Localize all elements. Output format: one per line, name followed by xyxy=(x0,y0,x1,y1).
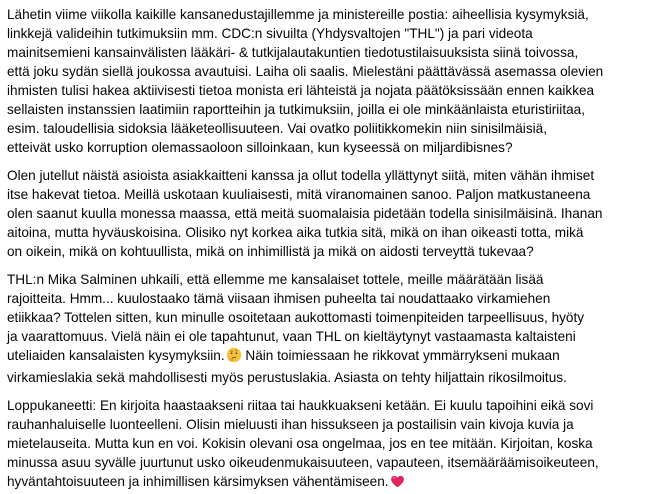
paragraph-3 xyxy=(7,270,659,387)
text-line: olen saanut kuulla monessa maassa, että meitä suomalaisia pidetään todella sinisilmäisinä. Ihanan xyxy=(7,206,603,221)
thinking-face-icon xyxy=(226,347,242,368)
text-segment: Näin toimiessaan he rikkovat ymmärrykseni mukaan xyxy=(241,348,560,363)
text-line: Lähetin viime viikolla kaikille kansanedustajillemme ja ministereille postia: aiheellisia kysymyksiä, xyxy=(7,7,589,22)
text-line: ihmisten tulisi hakea aktiivisesti tietoa monista eri lähteistä ja nojata päätöksissään ennen kaikkea xyxy=(7,83,595,98)
text-line: itse hakevat tietoa. Meillä uskotaan kuuliaisesti, mitä viranomainen sanoo. Paljon matkustaneena xyxy=(7,187,591,202)
text-line: linkkejä valideihin tutkimuksiin mm. CDC:n sivuilta (Yhdysvaltojen "THL") ja pari videota xyxy=(7,26,533,41)
text-segment: uteliaiden kansalaisten kysymyksiin. xyxy=(7,348,225,363)
text-line: on oikein, mikä on kohtuullista, mikä on inhimillistä ja mikä on aidosti terveyttä tukevaa? xyxy=(7,244,534,259)
text-line: minussa asuu syvälle juurtunut usko oikeudenmukaisuuteen, vapauteen, itsemääräämisoikeuteen, xyxy=(7,455,599,470)
text-line: etiikkaa? Tottelen sitten, kun minulle osoitetaan aukottomasti toimenpiteiden tarpeellisuus, hyöty xyxy=(7,310,585,325)
paragraph-4 xyxy=(7,396,659,494)
text-line-with-emoji xyxy=(7,346,659,368)
text-line: Olen jutellut näistä asioista asiakkaitteni kanssa ja ollut todella yllättynyt siitä, miten vähän ihmiset xyxy=(7,168,595,183)
text-line: rauhanhaluiselle luonteelleni. Olisin mieluusti ihan hissukseen ja postailisin vain kivoja kuvia ja xyxy=(7,417,574,432)
text-line: virkamieslakia sekä mahdollisesti myös perustuslakia. Asiasta on tehty hiljattain rikosilmoitus. xyxy=(7,370,567,385)
text-line-with-emoji xyxy=(7,472,659,494)
paragraph-1 xyxy=(7,5,659,157)
text-line: mietelauseita. Mutta kun en voi. Kokisin olevani osa ongelmaa, jos en tee mitään. Kirjoitan, koska xyxy=(7,436,593,451)
paragraph-2 xyxy=(7,166,659,261)
text-line: etteivät usko korruption olemassaoloon silloinkaan, kun kyseessä on miljardibisnes? xyxy=(7,140,513,155)
text-line: mainitsemieni kansainvälisten lääkäri- & tutkijalautakuntien tiedotustilaisuuksista siinä toivossa, xyxy=(7,45,579,60)
text-line: sellaisten instanssien laatimiin raportteihin ja tutkimuksiin, joilla ei ole minkäänlaista eturistiriitaa, xyxy=(7,102,585,117)
text-line: rajoitteita. Hmm... kuulostaako tämä viisaan ihmisen puheelta tai noudattaako virkamiehen xyxy=(7,291,551,306)
red-heart-icon xyxy=(390,474,405,494)
text-line: THL:n Mika Salminen uhkaili, että ellemme me kansalaiset tottele, meille määrätään lisää xyxy=(7,272,544,287)
text-line: että joku sydän siellä joukossa avautuisi. Laiha oli saalis. Mielestäni päättävässä asemassa olevien xyxy=(7,64,604,79)
text-line: Loppukaneetti: En kirjoita haastaakseni riitaa tai haukkuakseni ketään. Ei kuulu tapoihini eikä sovi xyxy=(7,398,594,413)
text-segment: hyväntahtoisuuteen ja inhimillisen kärsimyksen vähentämiseen. xyxy=(7,474,389,489)
text-line: ja vaarattomuus. Vielä näin ei ole tapahtunut, vaan THL on kieltäytynyt vastaamasta kaltaisteni xyxy=(7,329,576,344)
text-line: esim. taloudellisia sidoksia lääketeollisuuteen. Vai ovatko poliitikkomekin niin sinisilmäisiä, xyxy=(7,121,547,136)
text-line: aitoina, mutta hyväuskoisina. Olisiko nyt korkea aika tutkia sitä, mikä on ihan oikeasti totta, mikä xyxy=(7,225,584,240)
post-text xyxy=(7,5,659,494)
